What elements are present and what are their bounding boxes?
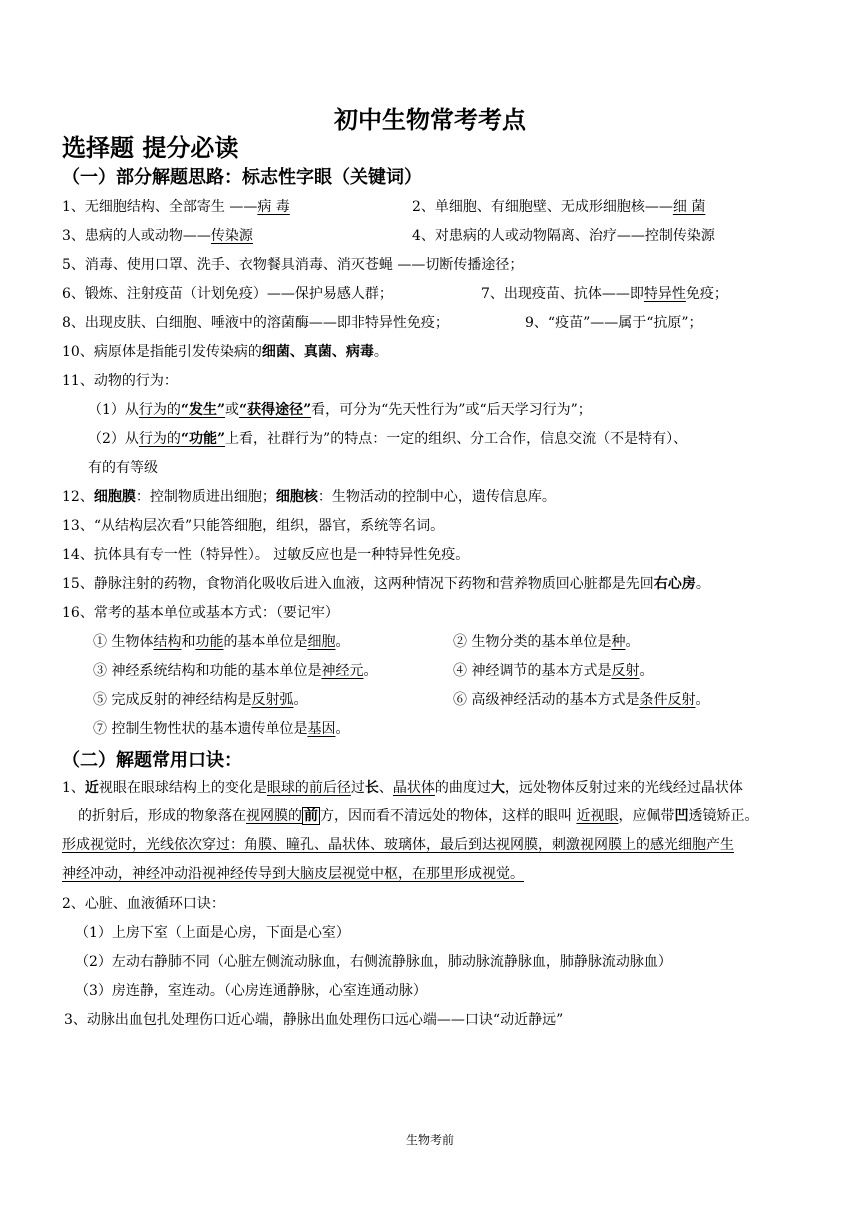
- unit-item-7: ⑦ 控制生物性状的基本遗传单位是基因。: [93, 721, 350, 737]
- unit-item-6: ⑥ 高级神经活动的基本方式是条件反射。: [453, 692, 710, 708]
- line-14: 15、静脉注射的药物，食物消化吸收后进入血液，这两种情况下药物和营养物质回心脏都是先回右心房。: [62, 576, 710, 592]
- section-heading: 选择题 提分必读: [62, 134, 239, 162]
- line-3: 5、消毒、使用口罩、洗手、衣物餐具消毒、消灭苍蝇 ——切断传播途径；: [62, 257, 524, 273]
- line-10: 有的有等级: [88, 460, 158, 476]
- line-15: 16、常考的基本单位或基本方式：（要记牢）: [62, 605, 339, 621]
- page-footer: 生物考前: [405, 1133, 454, 1147]
- line-7: 11、动物的行为：: [62, 373, 178, 389]
- line-1a: 1、无细胞结构、全部寄生 ——病 毒: [62, 199, 290, 215]
- page-title: 初中生物常考考点: [334, 106, 526, 134]
- unit-item-5: ⑤ 完成反射的神经结构是反射弧。: [93, 692, 308, 708]
- line-8: （1）从行为的“发生”或“获得途径”看，可分为“先天性行为”或“后天学习行为”；: [88, 402, 592, 418]
- mnemonic-line-8: （3）房连静，室连动。（心房连通静脉，心室连通动脉）: [75, 983, 427, 999]
- line-5b: 9、“疫苗”——属于“抗原”；: [525, 315, 703, 331]
- unit-item-4: ④ 神经调节的基本方式是反射。: [453, 663, 654, 679]
- mnemonic-line-3: 形成视觉时，光线依次穿过：角膜、瞳孔、晶状体、玻璃体，最后到达视网膜，刺激视网膜上的感光细胞产生: [62, 837, 734, 853]
- line-1b: 2、单细胞、有细胞壁、无成形细胞核——细 菌: [412, 199, 706, 215]
- line-11: 12、细胞膜：控制物质进出细胞；细胞核：生物活动的控制中心，遗传信息库。: [62, 489, 556, 505]
- line-13: 14、抗体具有专一性（特异性）。 过敏反应也是一种特异性免疫。: [62, 547, 470, 563]
- line-2b: 4、对患病的人或动物隔离、治疗——控制传染源: [412, 228, 715, 244]
- line-2a: 3、患病的人或动物——传染源: [62, 228, 253, 244]
- unit-item-3: ③ 神经系统结构和功能的基本单位是神经元。: [93, 663, 378, 679]
- line-4b: 7、出现疫苗、抗体——即特异性免疫；: [481, 286, 728, 302]
- line-5a: 8、出现皮肤、白细胞、唾液中的溶菌酶——即非特异性免疫；: [62, 315, 449, 331]
- mnemonic-line-9: 3、动脉出血包扎处理伤口近心端，静脉出血处理伤口远心端——口诀“动近静远”: [64, 1012, 564, 1028]
- line-9: （2）从行为的“功能”上看，社群行为”的特点：一定的组织、分工合作，信息交流（不是特有）、: [88, 431, 688, 447]
- line-6: 10、病原体是指能引发传染病的细菌、真菌、病毒。: [62, 344, 388, 360]
- line-4a: 6、锻炼、注射疫苗（计划免疫）——保护易感人群；: [62, 286, 393, 302]
- mnemonic-line-2: 的折射后，形成的物象落在视网膜的 前 方，因而看不清远处的物体，这样的眼叫 近视眼，应佩带凹透镜矫正。: [78, 808, 759, 824]
- mnemonic-line-5: 2、心脏、血液循环口诀：: [62, 896, 225, 912]
- unit-item-1: ① 生物体结构和功能的基本单位是细胞。: [93, 634, 350, 650]
- subsection-heading-2: （二）解题常用口诀：: [62, 750, 242, 771]
- unit-item-2: ② 生物分类的基本单位是种。: [453, 634, 640, 650]
- mnemonic-line-7: （2）左动右静肺不同（心脏左侧流动脉血，右侧流静脉血，肺动脉流静脉血，肺静脉流动脉血）: [75, 954, 672, 970]
- line-12: 13、“从结构层次看”只能答细胞，组织，器官，系统等名词。: [62, 518, 445, 534]
- mnemonic-line-6: （1）上房下室（上面是心房，下面是心室）: [75, 925, 350, 941]
- subsection-heading-1: （一）部分解题思路：标志性字眼（关键词）: [62, 167, 422, 188]
- mnemonic-line-1: 1、近视眼在眼球结构上的变化是眼球的前后径过长、晶状体的曲度过大，远处物体反射过来的光线经过晶状体: [62, 780, 743, 796]
- mnemonic-line-4: 神经冲动，神经冲动沿视神经传导到大脑皮层视觉中枢，在那里形成视觉。: [62, 866, 524, 882]
